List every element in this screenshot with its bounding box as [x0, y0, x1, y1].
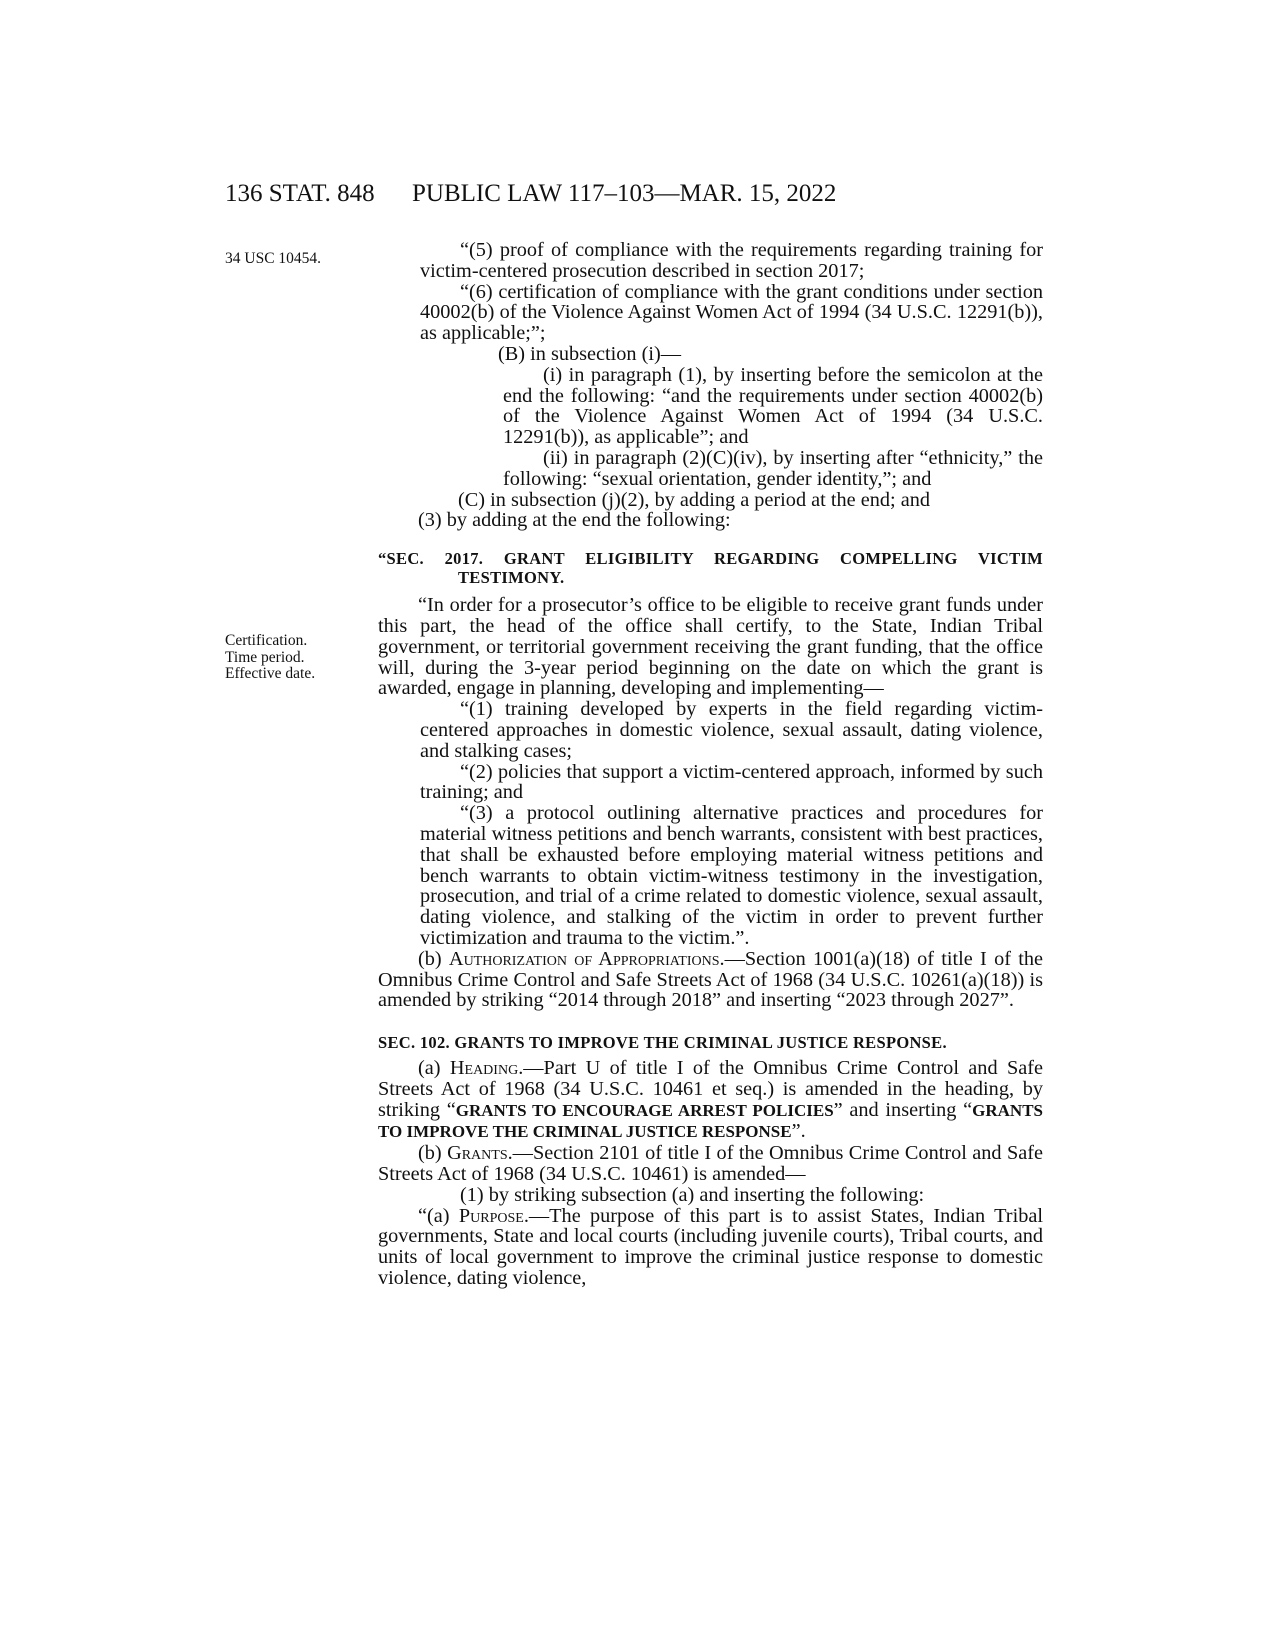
subsection-heading: Purpose	[458, 1204, 524, 1227]
section-2017-item-1: “(1) training developed by experts in the field regarding victim-centered approaches in domestic violence, sexual assault, dating violence, and stalking cases;	[420, 698, 1043, 762]
section-102-heading: SEC. 102. GRANTS TO IMPROVE THE CRIMINAL JUSTICE RESPONSE.	[378, 1033, 947, 1053]
stat-page-number: 136 STAT. 848	[225, 180, 375, 207]
paragraph-B-ii: (ii) in paragraph (2)(C)(iv), by inserting after “ethnicity,” the following: “sexual orientation, gender identity,”; and	[503, 446, 1043, 490]
page-header	[0, 180, 1275, 210]
section-2017-heading: “SEC. 2017. GRANT ELIGIBILITY REGARDING COMPELLING VICTIM TESTIMONY.	[378, 549, 1043, 588]
subsection-heading: Grants	[447, 1142, 508, 1165]
inserted-heading-text: GRANTS TO IMPROVE THE CRIMINAL JUSTICE RESPONSE	[378, 1100, 1043, 1142]
subsection-heading: Authorization of Appropriations	[448, 947, 720, 970]
margin-note-line: Time period.	[225, 648, 305, 666]
purpose-paragraph: “(a) Purpose.—The purpose of this part is to assist States, Indian Tribal governments, State and local courts (including juvenile courts), Tribal courts, and units of local government to improve the criminal justice response to domestic violence, dating violence,	[378, 1204, 1043, 1290]
paragraph-5: “(5) proof of compliance with the requirements regarding training for victim-centered prosecution described in section 2017;	[420, 239, 1043, 282]
margin-note-usc: 34 USC 10454.	[225, 250, 322, 267]
document-body	[378, 240, 1043, 1289]
struck-heading-text: GRANTS TO ENCOURAGE ARREST POLICIES	[455, 1100, 834, 1120]
section-2017-item-3: “(3) a protocol outlining alternative practices and procedures for material witness petitions and bench warrants, consistent with best practices, that shall be exhausted before employing material witness petitions and bench warrants to obtain victim-witness testimony in the investigation, prosecution, and trial of a crime related to domestic violence, sexual assault, dating violence, and stalking of the victim in order to prevent further victimization and trauma to the victim.”.	[420, 802, 1043, 949]
subsection-b-grants: (b) Grants.—Section 2101 of title I of the Omnibus Crime Control and Safe Streets Act of 1968 (34 U.S.C. 10461) is amended—	[378, 1142, 1044, 1186]
paragraph-B-i: (i) in paragraph (1), by inserting before the semicolon at the end the following: “and the requirements under section 40002(b) of the Violence Against Women Act of 1994 (34 U.S.C. 12291(b)), as applicable”; and	[503, 363, 1043, 449]
subsection-heading: Heading	[449, 1057, 519, 1080]
paragraph-C: (C) in subsection (j)(2), by adding a period at the end; and	[458, 488, 930, 511]
section-2017-item-2: “(2) policies that support a victim-centered approach, informed by such training; and	[420, 760, 1043, 804]
margin-note-line: Certification.	[225, 632, 308, 649]
running-head-title: PUBLIC LAW 117–103—MAR. 15, 2022	[412, 180, 837, 207]
paragraph-3-adding: (3) by adding at the end the following:	[418, 509, 731, 532]
section-2017-intro: “In order for a prosecutor’s office to be eligible to receive grant funds under this part, the head of the office shall certify, to the State, Indian Tribal government, or territorial government receiving the grant funding, that the office will, during the 3-year period beginning on the date on which the grant is awarded, engage in planning, developing and implementing—	[378, 594, 1043, 700]
margin-note-line: Effective date.	[225, 665, 316, 682]
subsection-b-appropriations: (b) Authorization of Appropriations.—Section 1001(a)(18) of title I of the Omnibus Crime Control and Safe Streets Act of 1968 (34 U.S.C. 10261(a)(18)) is amended by striking “2014 through 2018” and inserting “2023 through 2027”.	[378, 947, 1043, 1012]
subsection-a-heading: (a) Heading.—Part U of title I of the Omnibus Crime Control and Safe Streets Act of 1968 (34 U.S.C. 10461 et seq.) is amended in the heading, by striking “GRANTS TO ENCOURAGE ARREST POLICIES” and inserting “GRANTS TO IMPROVE THE CRIMINAL JUSTICE RESPONSE”.	[378, 1057, 1043, 1143]
grants-item-1: (1) by striking subsection (a) and inserting the following:	[460, 1183, 925, 1206]
margin-note-certification	[225, 633, 315, 683]
paragraph-B: (B) in subsection (i)—	[498, 342, 682, 365]
paragraph-6: “(6) certification of compliance with the grant conditions under section 40002(b) of the Violence Against Women Act of 1994 (34 U.S.C. 12291(b)), as applicable;”;	[420, 280, 1043, 345]
